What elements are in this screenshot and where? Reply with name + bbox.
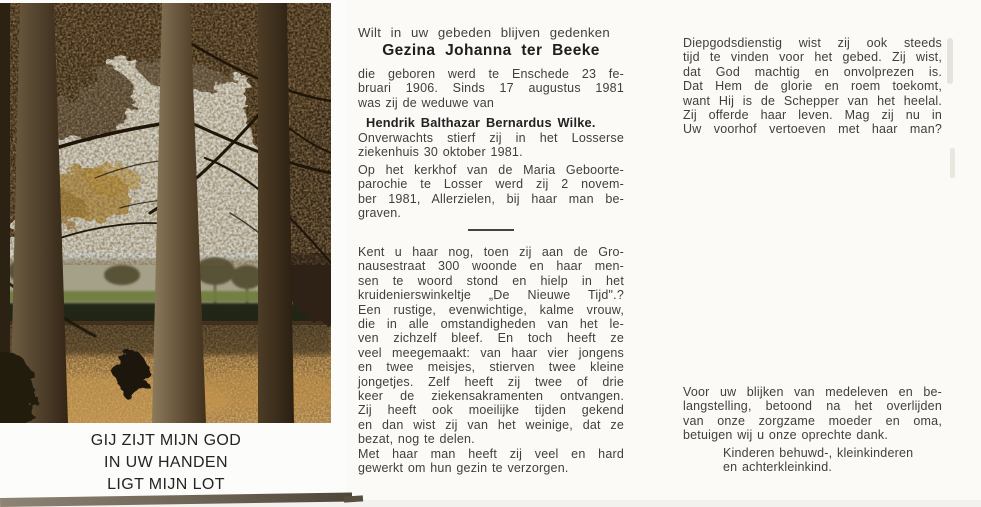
text-line: Diepgodsdienstig wist zij ook steeds: [683, 36, 942, 50]
faith-thanks-panel: [683, 0, 942, 500]
text-line: en dan wist zij van het weinige, dat ze: [358, 417, 624, 432]
text-line: keer de ziekensakramenten ontvangen.: [358, 389, 624, 404]
death-paragraph: [358, 131, 624, 160]
text-line: jongetjes. Zelf heeft zij twee of drie: [358, 374, 624, 389]
text-line: ber 1981, Allerzielen, bij haar man be-: [358, 191, 624, 206]
text-line: LIGT MIJN LOT: [107, 476, 225, 493]
section-divider: [468, 229, 514, 231]
photo-panel: [0, 0, 346, 500]
autumn-forest-photo: [0, 3, 331, 423]
text-line: bezat, nog te delen.: [358, 432, 475, 447]
text-line: IN UW HANDEN: [104, 454, 228, 471]
scan-smudge: [950, 148, 955, 178]
family-signature: [723, 446, 942, 475]
work-paragraph: [358, 447, 624, 476]
text-line: Zij offerde haar leven. Mag zij nu in: [683, 108, 942, 123]
text-line: GIJ ZIJT MIJN GOD: [90, 432, 242, 449]
burial-paragraph: [358, 163, 624, 221]
text-line: Onverwachts stierf zij in het Losserse: [358, 131, 624, 145]
prayer-request-line: Wilt in uw gebeden blijven gedenken: [358, 25, 611, 40]
text-line: kruidenierswinkeltje „De Nieuwe Tijd".?: [358, 288, 624, 303]
thanks-paragraph: [683, 385, 942, 443]
text-line: graven.: [358, 206, 402, 221]
text-line: Kent u haar nog, toen zij aan de Gro-: [358, 245, 624, 259]
birth-paragraph: [358, 67, 624, 110]
text-line: Voor uw blijken van medeleven en be-: [683, 385, 942, 399]
text-line: veel meegemaakt: van haar vier jongens: [358, 345, 624, 360]
scan-corner-artifact: [344, 495, 363, 502]
faith-paragraph: [683, 36, 942, 137]
text-line: tijd te vinden voor het gebed. Zij wist,: [683, 50, 942, 65]
text-line: Dat Hem de glorie en roem toekomt,: [683, 79, 942, 94]
text-line: dat God machtig en onvolprezen is.: [683, 64, 942, 79]
text-line: parochie te Losser werd zij 2 novem-: [358, 177, 624, 192]
text-line: Een rustige, evenwichtige, kalme vrouw,: [358, 302, 624, 317]
text-line: betuigen wij u onze oprechte dank.: [683, 428, 888, 443]
text-line: bruari 1906. Sinds 17 augustus 1981: [358, 81, 624, 96]
photo-caption: [0, 430, 332, 496]
obituary-panel: [358, 0, 624, 500]
text-line: nausestraat 300 woonde en haar men-: [358, 259, 624, 274]
text-line: Kinderen behuwd-, kleinkinderen: [723, 446, 914, 460]
spouse-name: Hendrik Balthazar Bernardus Wilke.: [366, 115, 596, 130]
text-line: Met haar man heeft zij veel en hard: [358, 447, 624, 461]
text-line: en twee meisjes, stierven twee kleine: [358, 360, 624, 375]
text-line: die in alle omstandigheden van het le-: [358, 317, 624, 332]
text-line: ven zichzelf bleef. En toch heeft ze: [358, 331, 624, 346]
text-line: was zij de weduwe van: [358, 95, 495, 110]
text-line: ziekenhuis 30 oktober 1981.: [358, 145, 523, 160]
text-line: sen te woord stond en hielp in het: [358, 273, 624, 288]
text-line: Op het kerkhof van de Maria Geboorte-: [358, 163, 624, 177]
scan-smudge: [947, 38, 953, 84]
text-line: want Hij is de Schepper van het heelal.: [683, 93, 942, 108]
text-line: die geboren werd te Enschede 23 fe-: [358, 67, 624, 81]
text-line: gewerkt om hun gezin te verzorgen.: [358, 461, 569, 476]
text-line: langstelling, betoond na het overlijden: [683, 399, 942, 414]
text-line: Uw voorhof vertoeven met haar man?: [683, 122, 942, 137]
text-line: van onze zorgzame moeder en oma,: [683, 413, 942, 428]
text-line: en achterkleinkind.: [723, 460, 833, 475]
text-line: Zij heeft ook moeilijke tijden gekend: [358, 403, 624, 418]
life-story-paragraph: [358, 245, 624, 447]
deceased-name: Gezina Johanna ter Beeke: [382, 42, 600, 59]
